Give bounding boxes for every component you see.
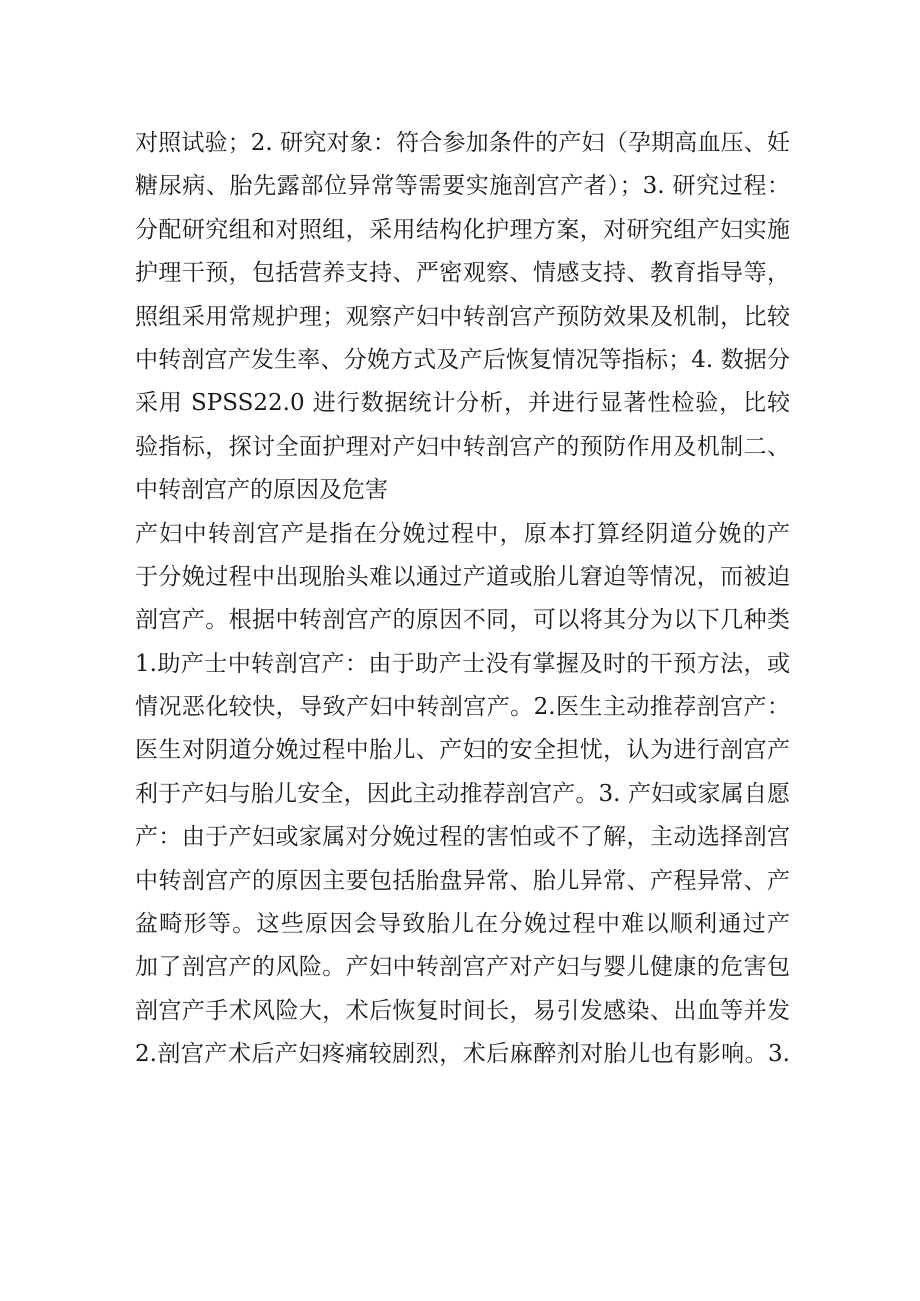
text-line: 1.助产士中转剖宫产：由于助产士没有掌握及时的干预方法，或 [135,650,790,677]
text-line: 于分娩过程中出现胎头难以通过产道或胎儿窘迫等情况，而被迫 [135,563,790,590]
text-line: 情况恶化较快，导致产妇中转剖宫产。2.医生主动推荐剖宫产： [135,694,790,721]
text-line: 剖宫产。根据中转剖宫产的原因不同，可以将其分为以下几种类 [135,607,790,634]
text-line: 照组采用常规护理；观察产妇中转剖宫产预防效果及机制，比较 [135,303,790,330]
text-line: 利于产妇与胎儿安全，因此主动推荐剖宫产。3. 产妇或家属自愿 [135,780,790,807]
text-line: 中转剖宫产的原因及危害 [135,477,388,504]
text-line: 加了剖宫产的风险。产妇中转剖宫产对产妇与婴儿健康的危害包 [135,954,790,981]
text-line: 对照试验；2. 研究对象：符合参加条件的产妇（孕期高血压、妊 [135,130,790,156]
text-line: 盆畸形等。这些原因会导致胎儿在分娩过程中难以顺利通过产 [135,911,790,938]
text-line: 中转剖宫产的原因主要包括胎盘异常、胎儿异常、产程异常、产 [135,867,790,894]
text-line: 验指标，探讨全面护理对产妇中转剖宫产的预防作用及机制二、 [135,433,790,460]
text-line: 分配研究组和对照组，采用结构化护理方案，对研究组产妇实施 [135,216,790,243]
text-line: 剖宫产手术风险大，术后恢复时间长，易引发感染、出血等并发 [135,997,790,1024]
text-line: 产妇中转剖宫产是指在分娩过程中，原本打算经阴道分娩的产 [135,520,790,547]
body-text [135,122,790,1077]
text-line: 医生对阴道分娩过程中胎儿、产妇的安全担忧，认为进行剖宫产 [135,737,790,764]
text-line: 2.剖宫产术后产妇疼痛较剧烈，术后麻醉剂对胎儿也有影响。3. [135,1041,790,1068]
text-line: 护理干预，包括营养支持、严密观察、情感支持、教育指导等， [135,260,790,287]
text-line: 糖尿病、胎先露部位异常等需要实施剖宫产者）；3. 研究过程： [135,173,790,200]
text-line: 中转剖宫产发生率、分娩方式及产后恢复情况等指标；4. 数据分 [135,346,790,373]
text-line: 采用 SPSS22.0 进行数据统计分析，并进行显著性检验，比较 [135,390,790,417]
text-line: 产：由于产妇或家属对分娩过程的害怕或不了解，主动选择剖宫 [135,824,790,851]
